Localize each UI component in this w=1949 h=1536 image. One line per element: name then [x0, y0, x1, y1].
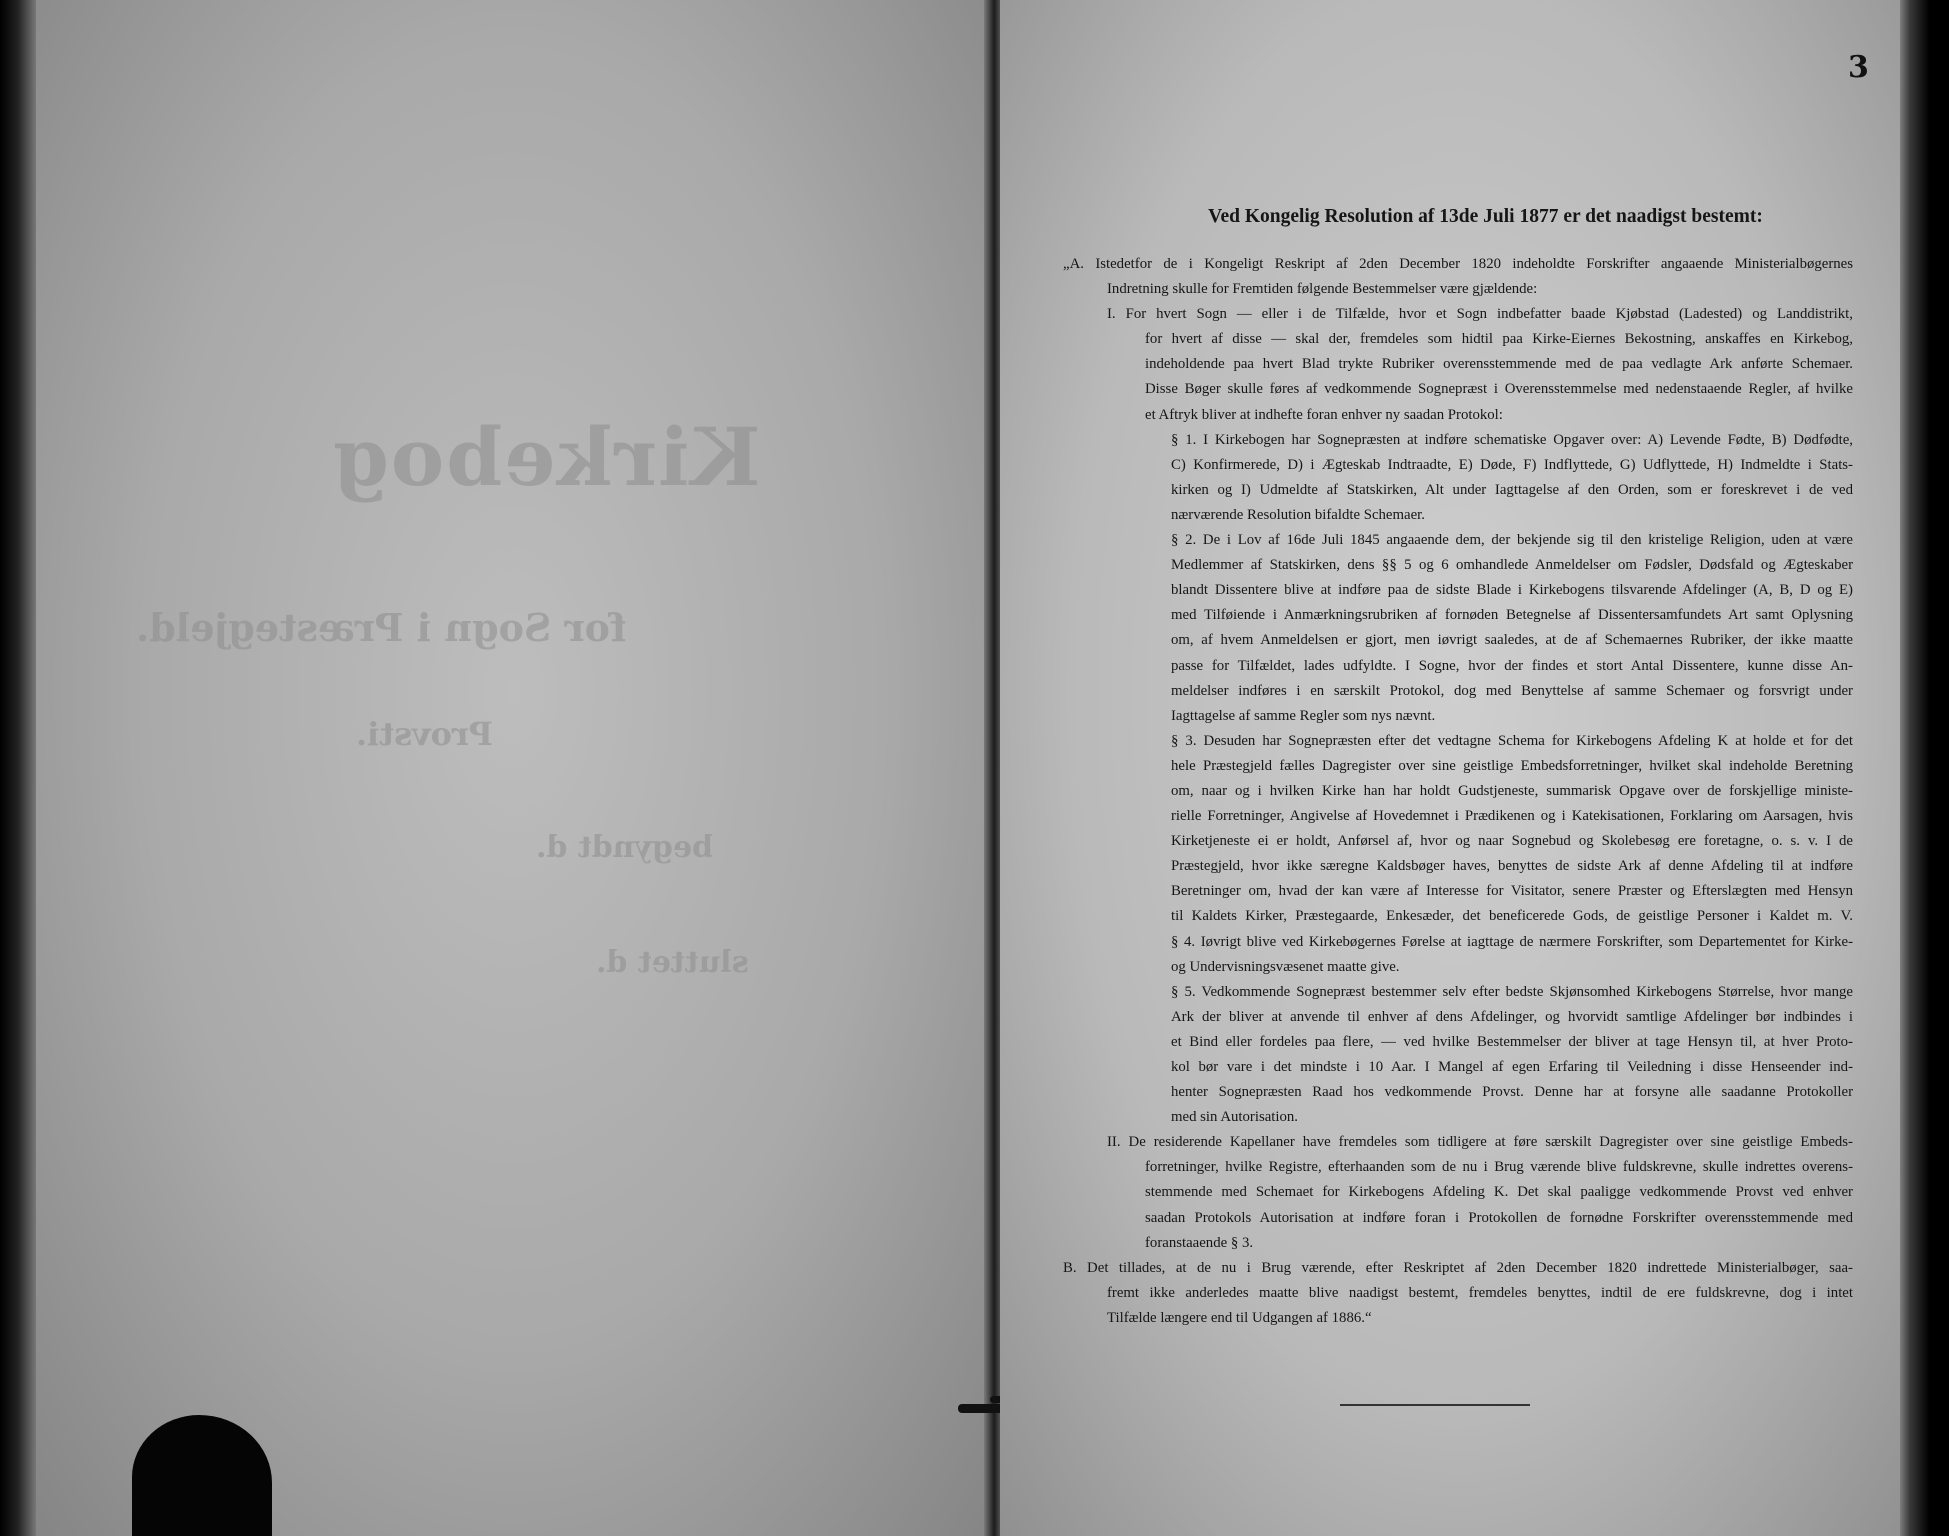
text-line: kol bør vare i det mindste i 10 Aar. I Mangel af egen Erfaring til Veiledning i disse Henseender ind-: [1171, 1059, 1853, 1075]
text-line: Indretning skulle for Fremtiden følgende Bestemmelser være gjældende:: [1107, 281, 1538, 298]
text-line: Præstegjeld, hvor ikke særegne Kaldsbøger haves, benyttes de sidste Ark af denne Afdeling til at indføre: [1171, 858, 1853, 875]
text-line: med Tilføiende i Anmærkningsrubriken af fornøden Betegnelse af Dissentersamfundets Art samt Oplysning: [1171, 607, 1853, 624]
bleed-through-line-3: begyndt d.: [536, 830, 713, 865]
ink-blot: [132, 1415, 272, 1536]
bleed-through-line-4: sluttet d.: [596, 945, 749, 980]
text-line: § 1. I Kirkebogen har Sognepræsten at indføre schematiske Opgaver over: A) Levende Fødte, B) Dødfødte,: [1171, 431, 1853, 448]
page-number: 3: [1848, 50, 1869, 85]
bleed-through-title: Kirkebog: [331, 410, 761, 504]
text-line: § 5. Vedkommende Sognepræst bestemmer selv efter bedste Skjønsomhed Kirkebogens Størrelse, hvor mange: [1171, 983, 1853, 1000]
text-line: for hvert af disse — skal der, fremdeles som hidtil paa Kirke-Eiernes Bekostning, anskaffes en Kirkebog,: [1145, 331, 1853, 348]
text-line: om, af hvem Anmeldelsen er gjort, men iøvrigt saaledes, at de af Schemaernes Rubriker, der ikke maatte: [1171, 632, 1853, 649]
text-line: et Aftryk bliver at indhefte foran enhver ny saadan Protokol:: [1145, 406, 1503, 423]
text-line: I. For hvert Sogn — eller i de Tilfælde, hvor et Sogn indbefatter baade Kjøbstad (Ladested) og Landdistrikt,: [1107, 306, 1853, 323]
left-page: [36, 0, 991, 1536]
text-line: stemmende med Schemaet for Kirkebogens Afdeling K. Det skal paaligge vedkommende Provst ved enhver: [1145, 1184, 1853, 1201]
text-line: Tilfælde længere end til Udgangen af 1886.“: [1107, 1309, 1372, 1326]
text-line: fremt ikke anderledes maatte blive naadigst bestemt, fremdeles benyttes, indtil de ere fuldskrevne, dog i intet: [1107, 1284, 1853, 1301]
text-line: om, naar og i hvilken Kirke han har holdt Gudstjeneste, summarisk Opgave over de forskjellige ministe-: [1171, 782, 1853, 799]
bleed-through-line-1: for Sogn i Præstegjeld.: [136, 605, 627, 650]
text-line: II. De residerende Kapellaner have fremdeles som tidligere at føre særskilt Dagregister over sine geistlige Embeds-: [1107, 1134, 1853, 1151]
text-line: C) Konfirmerede, D) i Ægteskab Indtraadte, E) Døde, F) Indflyttede, G) Udflyttede, H) Indmeldte i Stats-: [1171, 456, 1853, 473]
text-line: saadan Protokols Autorisation at indføre foran i Protokollen de fornødne Forskrifter overensstemmende med: [1145, 1209, 1853, 1226]
decree-body: [1063, 252, 1853, 1331]
decree-heading: Ved Kongelig Resolution af 13de Juli 1877 er det naadigst bestemt:: [1208, 206, 1763, 227]
text-line: forretninger, hvilke Registre, efterhaanden som de nu i Brug værende blive fuldskrevne, skulle indrettes overens-: [1145, 1159, 1853, 1176]
bleed-through-line-2: Provsti.: [356, 715, 493, 753]
text-line: foranstaaende § 3.: [1145, 1234, 1254, 1251]
text-line: og Undervisningsvæsenet maatte give.: [1171, 958, 1400, 975]
text-line: § 4. Iøvrigt blive ved Kirkebøgernes Førelse at iagttage de nærmere Forskrifter, som Departementet for Kirke-: [1171, 933, 1853, 950]
text-line: Beretninger om, hvad der kan være af Interesse for Visitator, senere Præster og Efterslægten med Hensyn: [1171, 883, 1853, 900]
decree-text-block: [1063, 200, 1853, 1331]
text-line: passe for Tilfældet, lades udfyldte. I Sogne, hvor der findes et stort Antal Dissentere, kunne disse An-: [1171, 657, 1853, 674]
text-line: Kirketjeneste ei er holdt, Anførsel af, hvor og naar Sognebud og Skolebesøg ere foretagne, o. s. v. I de: [1171, 833, 1853, 850]
text-line: blandt Dissentere blive at indføre paa de sidste Blade i Kirkebogens tilsvarende Afdelinger (A, B, D og E): [1171, 582, 1853, 599]
text-line: § 3. Desuden har Sognepræsten efter det vedtagne Schema for Kirkebogens Afdeling K at holde et for det: [1171, 732, 1853, 749]
text-line: Ark der bliver at anvende til enhver af dens Afdelinger, og hvorvidt samtlige Afdelinger bør indbindes i: [1171, 1008, 1853, 1025]
text-line: B. Det tillades, at de nu i Brug værende, efter Reskriptet af 2den December 1820 indrettede Ministerialbøger, saa-: [1063, 1259, 1853, 1276]
text-line: nærværende Resolution bifaldte Schemaer.: [1171, 506, 1425, 523]
text-line: „A. Istedetfor de i Kongeligt Reskript af 2den December 1820 indeholdte Forskrifter angaaende Ministerialbøgernes: [1063, 256, 1853, 272]
closing-rule: [1340, 1404, 1530, 1406]
text-line: Disse Bøger skulle føres af vedkommende Sognepræst i Overensstemmelse med nedenstaaende Regler, af hvilke: [1145, 381, 1853, 398]
text-line: meldelser indføres i en særskilt Protokol, dog med Benyttelse af samme Schemaer og forsvrigt under: [1171, 682, 1853, 699]
text-line: til Kaldets Kirker, Præstegaarde, Enkesæder, det beneficerede Gods, de geistlige Personer i Kaldet m. V.: [1171, 908, 1853, 925]
text-line: henter Sognepræsten Raad hos vedkommende Provst. Denne har at forsyne alle saadanne Protokoller: [1171, 1084, 1853, 1101]
text-line: kirken og I) Udmeldte af Statskirken, Alt under Iagttagelse af den Orden, som er foreskrevet i de ved: [1171, 481, 1853, 498]
text-line: Medlemmer af Statskirken, dens §§ 5 og 6 omhandlede Anmeldelser om Fødsler, Dødsfald og Ægteskaber: [1171, 557, 1853, 574]
text-line: med sin Autorisation.: [1171, 1109, 1299, 1126]
text-line: rielle Forretninger, Angivelse af Hovedemnet i Prædikenen og i Katekisationen, Forklaring om Aarsagen, hvis: [1171, 808, 1853, 825]
text-line: § 2. De i Lov af 16de Juli 1845 angaaende dem, der bekjende sig til den kristelige Religion, uden at være: [1171, 532, 1853, 549]
text-line: et Bind eller fordeles paa flere, — ved hvilke Bestemmelser der bliver at tage Hensyn til, at hver Proto-: [1171, 1033, 1853, 1050]
right-book-edge: [1900, 0, 1949, 1536]
text-line: Iagttagelse af samme Regler som nys nævnt.: [1171, 707, 1436, 724]
text-line: indeholdende paa hvert Blad trykte Rubriker overensstemmende med de paa vedlagte Ark anførte Schemaer.: [1145, 356, 1853, 373]
text-line: hele Præstegjeld fælles Dagregister over sine geistlige Embedsforretninger, hvilket skal indeholde Beretning: [1171, 757, 1853, 774]
